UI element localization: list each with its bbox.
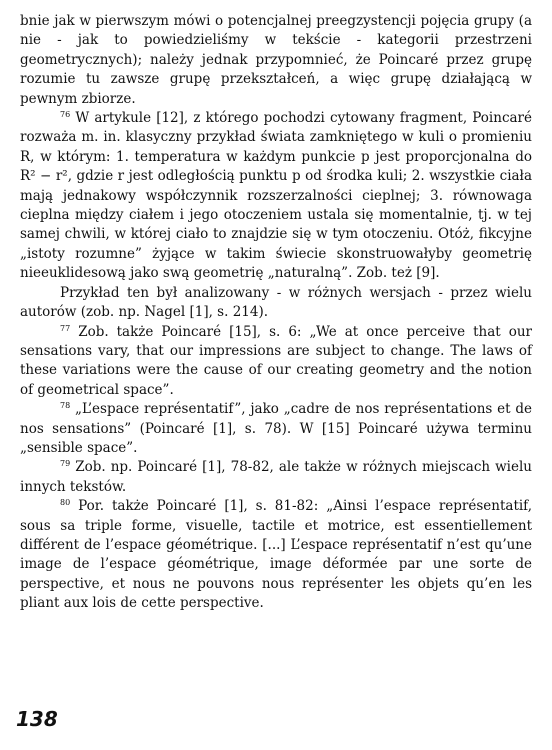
footnote-text: W artykule [12], z którego pochodzi cytowany fragment, Poincaré rozważa m. in. klasyczny przykład świata zamkniętego w kuli o promieniu R, w którym: 1. temperatura w każdym punkcie p jest proporcjonalna do R² − r², gdzie r jest odległością punktu p od środka kuli; 2. wszystkie ciała mają jednakowy współczynnik rozszerzalności cieplnej; 3. równowaga cieplna między ciałem i jego otoczeniem ustala się momentalnie, tj. w tej samej chwili, w której ciało to znajdzie się w tym otoczeniu. Otóż, fikcyjne „istoty rozumne” żyjące w takim świecie skonstruowałyby geometrię nieeuklidesową jako swą geometrię „naturalną”. Zob. też [9].	[20, 110, 532, 282]
footnote-76-paragraph-2: Przykład ten był analizowany - w różnych wersjach - przez wielu autorów (zob. np. Nagel [1], s. 214).	[20, 284, 532, 321]
footnote-text: Zob. także Poincaré [15], s. 6: „We at once perceive that our sensations vary, that our impressions are subject to change. The laws of these variations were the cause of our creating geometry and the notion of geometrical space”.	[20, 323, 532, 398]
footnote-number: 77	[60, 323, 71, 333]
footnote-text: „L’espace représentatif”, jako „cadre de nos représentations et de nos sensations” (Poincaré [1], s. 78). W [15] Poincaré używa terminu „sensible space”.	[20, 401, 532, 456]
footnote-77	[20, 323, 532, 401]
footnote-number: 78	[60, 401, 71, 411]
footnote-number: 79	[60, 459, 71, 469]
page-number: 138	[16, 707, 58, 731]
footnote-text: Por. także Poincaré [1], s. 81-82: „Ainsi l’espace représentatif, sous sa triple forme, visuelle, tactile et motrice, est essentiellement différent de l’espace géométrique. [...] L’espace représentatif n’est qu’une image de l’espace géométrique, image déformée par une sorte de perspective, et nous ne pouvons nous représenter les objets qu’en les pliant aux lois de cette perspective.	[20, 498, 532, 612]
footnote-78	[20, 400, 532, 458]
footnote-79	[20, 458, 532, 497]
footnote-number: 80	[60, 498, 71, 508]
footnote-76	[20, 109, 532, 284]
footnotes-block	[20, 12, 532, 614]
footnote-80	[20, 497, 532, 613]
footnote-number: 76	[60, 110, 71, 120]
footnote-75-continuation: bnie jak w pierwszym mówi o potencjalnej preegzystencji pojęcia grupy (a nie - jak to powiedzieliśmy w tekście - kategorii przestrzeni geometrycznych); należy jednak przypomnieć, że Poincaré przez grupę rozumie tu zawsze grupę przekształceń, a więc grupę działającą w pewnym zbiorze.	[20, 13, 532, 107]
footnote-text: Zob. np. Poincaré [1], 78-82, ale także w różnych miejscach wielu innych tekstów.	[20, 459, 532, 495]
